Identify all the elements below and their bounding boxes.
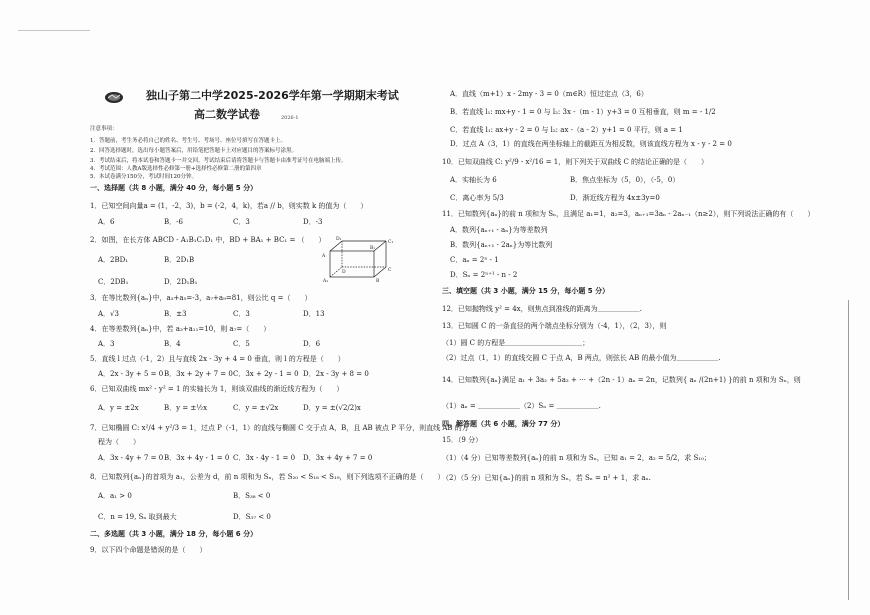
question-stem: 13．已知圆 C 的一条直径的两个端点坐标分别为（-4，1），（2，3），则 <box>442 322 667 330</box>
notice-item: 5．本试卷满分150分，考试时间120分钟。 <box>90 174 197 180</box>
option: D．y = ±(√2/2)x <box>303 404 361 412</box>
vertex-label: B <box>376 279 380 284</box>
question-part: （2）（5 分）已知{aₙ}的前 n 项和为 Sₙ，若 Sₙ = n² + 1，求 aₙ. <box>442 474 651 482</box>
question-stem-cont: 程为（ ） <box>98 438 140 446</box>
question-stem: 8．已知数列{aₙ}的首项为 a₁，公差为 d，前 n 项和为 Sₙ，若 S₂₀ < S₁₈ < S₁₉，则下列选项不正确的是（ ） <box>90 473 445 481</box>
option: D．-3 <box>303 218 323 226</box>
option: D．6 <box>303 340 321 348</box>
option: A．6 <box>98 218 115 226</box>
section-heading: 四、解答题（共 6 小题，满分 77 分） <box>442 420 565 428</box>
school-title: 独山子第二中学2025-2026学年第一学期期末考试 <box>146 89 399 102</box>
notice-item: 1．答题前，考生务必将自己的姓名、考生号、考场号、座位号填写在答题卡上。 <box>90 138 287 144</box>
option: B．3x + 4y - 1 = 0 <box>164 454 230 462</box>
option: D．S₃₇ < 0 <box>233 513 271 521</box>
question-stem: 11．已知数列{aₙ}的前 n 项和为 Sₙ，且满足 a₁=1，a₂=3，aₙ₊₁=3aₙ - 2aₙ₋₁（n≥2），则下列说法正确的有（ ） <box>442 210 815 218</box>
cuboid-figure <box>322 235 398 285</box>
option: C．3x - 4y - 1 = 0 <box>233 454 296 462</box>
option: A．√3 <box>98 310 119 318</box>
option: C．5 <box>233 340 250 348</box>
question-part: （2）过点（1，1）的直线交圆 C 于点 A，B 两点，则弦长 AB 的最小值为＿＿＿＿＿＿. <box>442 354 721 362</box>
option: A．数列{aₙ₊₁ - aₙ}为等差数列 <box>450 226 548 234</box>
option: A．2BD₁ <box>98 256 129 264</box>
option: C．3x + 2y - 1 = 0 <box>233 370 299 378</box>
vertex-label: C <box>388 268 392 273</box>
option: B．若直线 l₁: mx+y - 1 = 0 与 l₂: 3x -（m - 1）y+3 = 0 互相垂直，则 m = - 1/2 <box>450 108 716 116</box>
question-stem: 7．已知椭圆 C: x²/4 + y²/3 = 1，过点 P（-1，1）的直线与椭圆 C 交于点 A，B，且 AB 被点 P 平分，则直线 AB 的方 <box>90 424 469 432</box>
option: C．y = ±√2x <box>233 404 279 412</box>
option: C．若直线 l₁: ax+y - 2 = 0 与 l₂: ax -（a - 2）y+1 = 0 平行，则 a = 1 <box>450 126 683 134</box>
question-stem: 4．在等差数列{aₙ}中，若 a₃+a₁₁=10，则 a₇=（ ） <box>90 325 271 333</box>
option: A．直线（m+1）x - 2my - 3 = 0（m∈R）恒过定点（3，6） <box>450 90 648 98</box>
question-stem: 14．已知数列{aₙ}满足 a₁ + 3a₂ + 5a₃ + ⋯ +（2n - 1）aₙ = 2n，记数列{ aₙ /(2n+1) }的前 n 项和为 Sₙ，则 <box>442 376 801 384</box>
question-part: （1）圆 C 的方程是＿＿＿＿＿＿＿＿＿＿＿； <box>442 339 590 347</box>
option: A．a₁ > 0 <box>98 492 132 500</box>
option: B．数列{aₙ₊₁ - 2aₙ}为等比数列 <box>450 241 553 249</box>
option: D．渐近线方程为 4x±3y=0 <box>570 194 660 202</box>
question-part: （1）（4 分）已知等差数列{aₙ}的前 n 项和为 Sₙ，已知 a₁ = 2，a₂ = 5/2，求 S₁₀； <box>442 454 711 462</box>
vertex-label: D₁ <box>336 237 342 242</box>
option: C．aₙ = 2ⁿ - 1 <box>450 256 499 264</box>
vertex-label: A <box>322 254 326 259</box>
notice-item: 2．回答选择题时，选出每小题答案后，用铅笔把答题卡上对应题目的答案标号涂黑。 <box>90 148 298 154</box>
vertex-label: D <box>342 270 346 275</box>
option: D．3x + 4y + 7 = 0 <box>303 454 373 462</box>
subject-title: 高二数学试卷 <box>194 108 260 121</box>
notice-item: 4．考试范围：人教A版选择性必修第一册+选择性必修第二册的第四章 <box>90 166 262 172</box>
option: A．3 <box>98 340 115 348</box>
page-edge <box>848 300 849 600</box>
question-stem: 9．以下四个命题是错误的是（ ） <box>90 546 207 554</box>
option: B．4 <box>164 340 181 348</box>
option: D．Sₙ = 2ⁿ⁺¹ - n - 2 <box>450 271 518 279</box>
option: B．S₃₈ < 0 <box>233 492 271 500</box>
option: A．3x - 4y + 7 = 0 <box>98 454 164 462</box>
option: B．3x + 2y + 7 = 0 <box>164 370 233 378</box>
option: B．焦点坐标为（5，0），（-5，0） <box>570 176 680 184</box>
section-heading: 三、填空题（共 3 小题，满分 15 分，每小题 5 分） <box>442 287 610 295</box>
question-stem: 10．已知双曲线 C: y²/9 - x²/16 = 1，则下列关于双曲线 C 的结论正确的是（ ） <box>442 158 709 166</box>
question-blanks: （1）aₙ = ＿＿＿＿＿＿（2）Sₙ = ＿＿＿＿＿＿. <box>442 402 601 410</box>
question-stem: 15．（9 分） <box>442 436 483 444</box>
school-logo-icon <box>104 91 124 104</box>
notice-item: 3．考试结束后，将本试卷和答题卡一并交回。考试结束后请将答题卡与答题卡由准考证号在电脑端上传。 <box>90 158 347 164</box>
option: B．±3 <box>164 310 187 318</box>
question-stem: 6．已知双曲线 mx² - y² = 1 的实轴长为 1，则该双曲线的渐近线方程为（ ） <box>90 385 344 393</box>
option: C．3 <box>233 218 250 226</box>
option: A．y = ±2x <box>98 404 139 412</box>
vertex-label: C₁ <box>388 240 394 245</box>
question-stem: 12．已知抛物线 y² = 4x，则焦点到准线的距离为＿＿＿＿＿＿. <box>442 305 642 313</box>
option: C．离心率为 5/3 <box>450 194 504 202</box>
vertex-label: B₁ <box>370 246 376 251</box>
option: B．y = ±½x <box>164 404 208 412</box>
option: D．过点 A（3，1）的直线在两坐标轴上的截距互为相反数，则该直线方程为 x - y - 2 = 0 <box>450 140 732 148</box>
top-rule <box>18 30 90 31</box>
option: C．n = 19, Sₙ 取到最大 <box>98 513 177 521</box>
option: B．2D₁B <box>164 256 195 264</box>
question-stem: 1．已知空间向量a = (1，-2，3)，b = (-2，4，k)，若a // b，则实数 k 的值为（ ） <box>90 202 368 210</box>
option: D．2x - 3y + 8 = 0 <box>303 370 369 378</box>
question-stem: 2．如图，在长方体 ABCD - A₁B₁C₁D₁ 中，BD + BA₁ + BC₁ = （ ） <box>90 236 326 244</box>
section-heading: 一、选择题（共 8 小题，满分 40 分，每小题 5 分） <box>90 184 258 192</box>
section-heading: 二、多选题（共 3 小题，满分 18 分，每小题 6 分） <box>90 530 258 538</box>
option: D．13 <box>303 310 325 318</box>
option: C．2DB₁ <box>98 278 129 286</box>
option: A．实轴长为 6 <box>450 176 497 184</box>
option: B．-6 <box>164 218 183 226</box>
question-stem: 5．直线 l 过点（-1，2）且与直线 2x - 3y + 4 = 0 垂直，则 l 的方程是（ ） <box>90 355 345 363</box>
date-note: 2026-1 <box>281 115 299 121</box>
option: C．3 <box>233 310 250 318</box>
option: A．2x - 3y + 5 = 0 <box>98 370 164 378</box>
notice-heading: 注意事项： <box>90 126 118 132</box>
question-stem: 3．在等比数列{aₙ}中，a₃+a₅=-3，a₇+a₉=81，则公比 q =（ ） <box>90 294 312 302</box>
option: D．2D₁B₁ <box>164 278 198 286</box>
vertex-label: A₁ <box>323 279 329 284</box>
